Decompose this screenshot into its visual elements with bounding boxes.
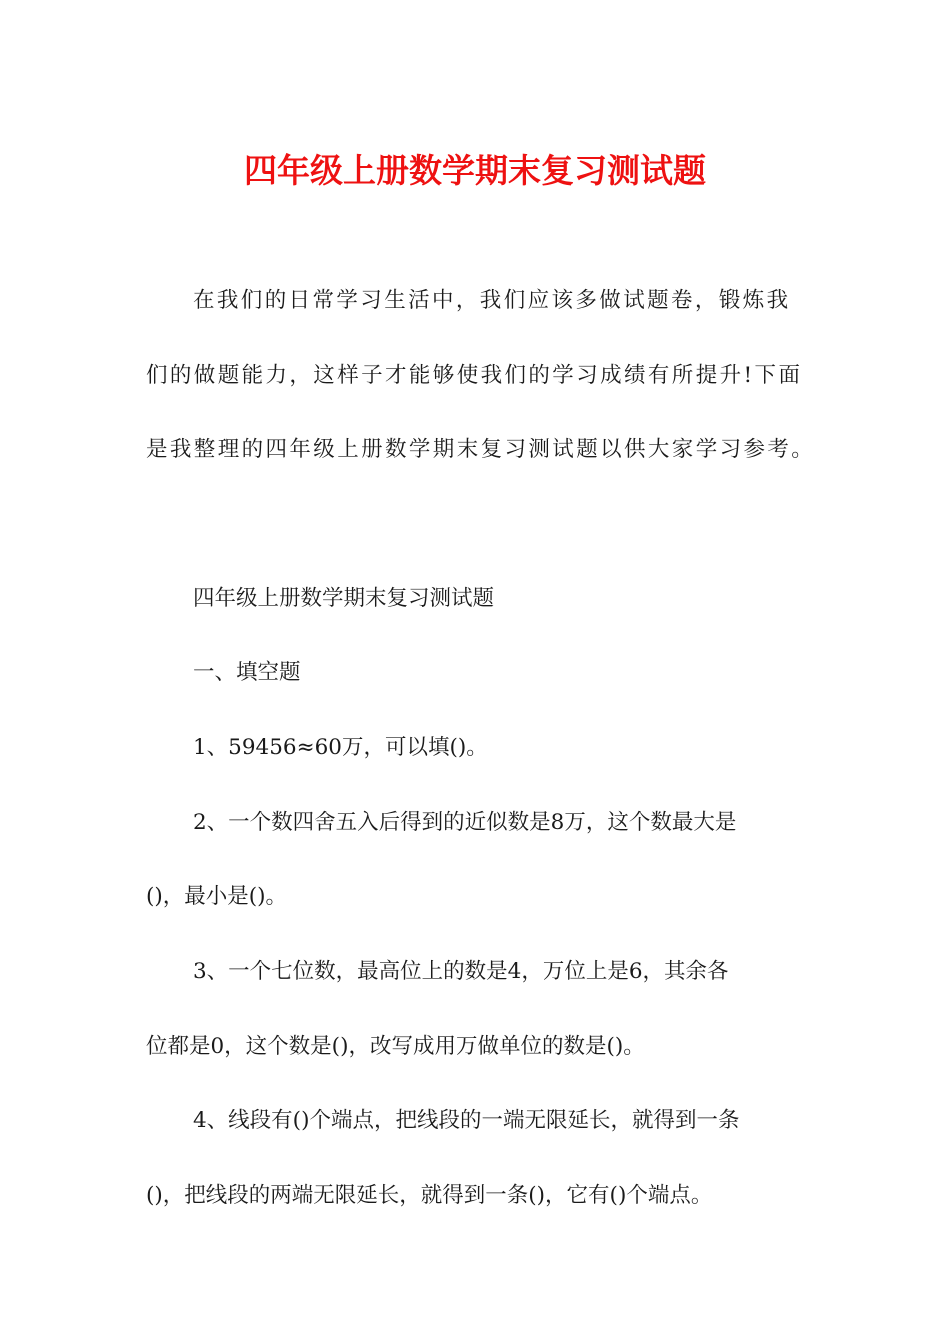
question-4-line-1: 4、线段有()个端点，把线段的一端无限延长，就得到一条 (193, 1108, 740, 1133)
question-3-line-2: 位都是0，这个数是()，改写成用万做单位的数是()。 (146, 1034, 645, 1059)
document-title: 四年级上册数学期末复习测试题 (244, 151, 706, 190)
section-heading: 一、填空题 (193, 660, 301, 685)
intro-line-1: 在我们的日常学习生活中，我们应该多做试题卷，锻炼我 (193, 288, 791, 313)
question-3-line-1: 3、一个七位数，最高位上的数是4，万位上是6，其余各 (193, 959, 729, 984)
intro-line-3: 是我整理的四年级上册数学期末复习测试题以供大家学习参考。 (146, 437, 816, 462)
question-1-line-1: 1、59456≈60万，可以填()。 (193, 735, 488, 760)
subtitle: 四年级上册数学期末复习测试题 (193, 586, 495, 611)
question-2-line-1: 2、一个数四舍五入后得到的近似数是8万，这个数最大是 (193, 810, 737, 835)
intro-line-2: 们的做题能力，这样子才能够使我们的学习成绩有所提升!下面 (146, 363, 803, 388)
question-4-line-2: ()，把线段的两端无限延长，就得到一条()，它有()个端点。 (146, 1183, 713, 1208)
question-2-line-2: ()，最小是()。 (146, 884, 288, 909)
